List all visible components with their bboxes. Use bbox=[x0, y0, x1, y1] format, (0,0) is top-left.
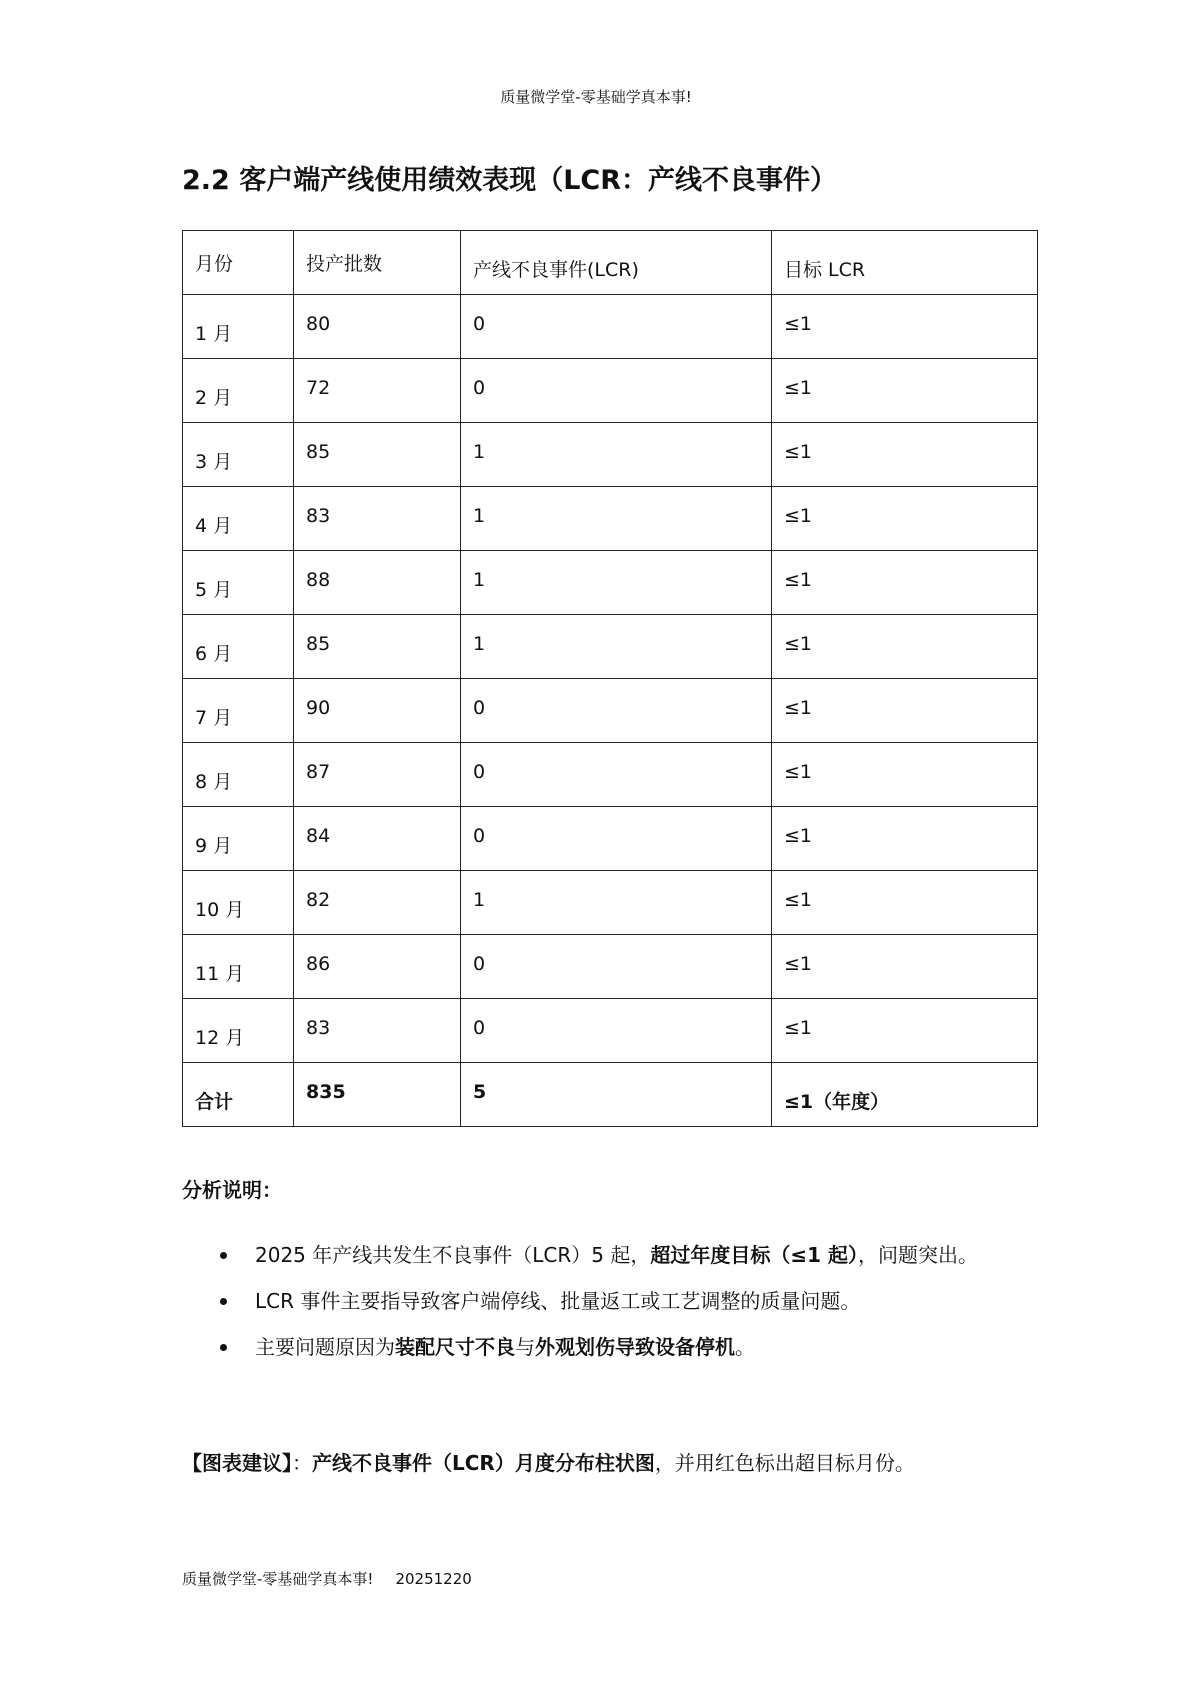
cell-month: 合计 bbox=[183, 1063, 294, 1127]
cell-batches: 835 bbox=[294, 1063, 461, 1127]
bullet-text: LCR 事件主要指导致客户端停线、批量返工或工艺调整的质量问题。 bbox=[255, 1289, 861, 1313]
cell-target: ≤1 bbox=[772, 935, 1038, 999]
table-header-row bbox=[183, 231, 1038, 295]
table-row bbox=[183, 295, 1038, 359]
cell-month: 3 月 bbox=[183, 423, 294, 487]
cell-lcr: 0 bbox=[461, 999, 772, 1063]
cell-target: ≤1 bbox=[772, 999, 1038, 1063]
bullet-dot-icon bbox=[220, 1344, 227, 1351]
bullet-text: 。 bbox=[735, 1335, 755, 1359]
suggestion-text: ，并用红色标出超目标月份。 bbox=[654, 1451, 915, 1475]
cell-batches: 88 bbox=[294, 551, 461, 615]
cell-lcr: 0 bbox=[461, 935, 772, 999]
section-title: 2.2 客户端产线使用绩效表现（LCR：产线不良事件） bbox=[182, 165, 838, 196]
cell-target: ≤1 bbox=[772, 807, 1038, 871]
cell-batches: 85 bbox=[294, 423, 461, 487]
bullet-dot-icon bbox=[220, 1252, 227, 1259]
bullet-text: 与 bbox=[515, 1335, 535, 1359]
table-row bbox=[183, 871, 1038, 935]
cell-lcr: 1 bbox=[461, 551, 772, 615]
table-total-row bbox=[183, 1063, 1038, 1127]
suggestion-emphasis: 【图表建议】 bbox=[182, 1451, 292, 1475]
suggestion-emphasis: 产线不良事件（LCR）月度分布柱状图 bbox=[312, 1451, 655, 1475]
cell-lcr: 5 bbox=[461, 1063, 772, 1127]
table-row bbox=[183, 679, 1038, 743]
cell-lcr: 0 bbox=[461, 807, 772, 871]
bullet-emphasis: 超过年度目标（≤1 起） bbox=[650, 1243, 858, 1267]
cell-month: 1 月 bbox=[183, 295, 294, 359]
cell-lcr: 0 bbox=[461, 295, 772, 359]
cell-month: 2 月 bbox=[183, 359, 294, 423]
analysis-bullet bbox=[182, 1324, 1042, 1370]
cell-batches: 84 bbox=[294, 807, 461, 871]
bullet-text: 主要问题原因为 bbox=[255, 1335, 395, 1359]
cell-month: 11 月 bbox=[183, 935, 294, 999]
cell-lcr: 0 bbox=[461, 359, 772, 423]
table-row bbox=[183, 615, 1038, 679]
cell-month: 7 月 bbox=[183, 679, 294, 743]
cell-target: ≤1（年度） bbox=[772, 1063, 1038, 1127]
table-body bbox=[183, 295, 1038, 1127]
cell-batches: 83 bbox=[294, 999, 461, 1063]
cell-lcr: 0 bbox=[461, 679, 772, 743]
cell-target: ≤1 bbox=[772, 743, 1038, 807]
cell-batches: 82 bbox=[294, 871, 461, 935]
analysis-bullet-list bbox=[182, 1232, 1042, 1370]
cell-month: 8 月 bbox=[183, 743, 294, 807]
cell-target: ≤1 bbox=[772, 487, 1038, 551]
bullet-text: 2025 年产线共发生不良事件（LCR）5 起， bbox=[255, 1243, 651, 1267]
chart-suggestion bbox=[182, 1440, 1022, 1486]
cell-lcr: 1 bbox=[461, 423, 772, 487]
analysis-bullet bbox=[182, 1232, 1042, 1278]
cell-lcr: 1 bbox=[461, 487, 772, 551]
header-target: 目标 LCR bbox=[772, 231, 1038, 295]
cell-target: ≤1 bbox=[772, 679, 1038, 743]
cell-month: 5 月 bbox=[183, 551, 294, 615]
table-row bbox=[183, 935, 1038, 999]
cell-lcr: 1 bbox=[461, 615, 772, 679]
table-row bbox=[183, 551, 1038, 615]
cell-month: 12 月 bbox=[183, 999, 294, 1063]
page-footer bbox=[182, 1568, 472, 1589]
table-row bbox=[183, 423, 1038, 487]
cell-batches: 90 bbox=[294, 679, 461, 743]
cell-target: ≤1 bbox=[772, 359, 1038, 423]
cell-target: ≤1 bbox=[772, 295, 1038, 359]
cell-batches: 72 bbox=[294, 359, 461, 423]
cell-batches: 85 bbox=[294, 615, 461, 679]
bullet-emphasis: 外观划伤导致设备停机 bbox=[535, 1335, 735, 1359]
page-header: 质量微学堂-零基础学真本事! bbox=[500, 88, 692, 106]
bullet-dot-icon bbox=[220, 1298, 227, 1305]
cell-month: 10 月 bbox=[183, 871, 294, 935]
table-row bbox=[183, 999, 1038, 1063]
header-lcr: 产线不良事件(LCR) bbox=[461, 231, 772, 295]
cell-batches: 83 bbox=[294, 487, 461, 551]
cell-batches: 86 bbox=[294, 935, 461, 999]
analysis-heading: 分析说明： bbox=[182, 1178, 282, 1202]
cell-batches: 87 bbox=[294, 743, 461, 807]
cell-month: 6 月 bbox=[183, 615, 294, 679]
cell-target: ≤1 bbox=[772, 615, 1038, 679]
table-row bbox=[183, 743, 1038, 807]
cell-target: ≤1 bbox=[772, 423, 1038, 487]
cell-month: 9 月 bbox=[183, 807, 294, 871]
table-row bbox=[183, 487, 1038, 551]
cell-lcr: 0 bbox=[461, 743, 772, 807]
cell-month: 4 月 bbox=[183, 487, 294, 551]
header-batches: 投产批数 bbox=[294, 231, 461, 295]
analysis-bullet bbox=[182, 1278, 1042, 1324]
table-row bbox=[183, 807, 1038, 871]
footer-date: 20251220 bbox=[395, 1570, 472, 1588]
cell-target: ≤1 bbox=[772, 551, 1038, 615]
suggestion-text: ： bbox=[292, 1451, 312, 1475]
cell-lcr: 1 bbox=[461, 871, 772, 935]
table-row bbox=[183, 359, 1038, 423]
footer-text: 质量微学堂-零基础学真本事! bbox=[182, 1570, 374, 1588]
cell-target: ≤1 bbox=[772, 871, 1038, 935]
cell-batches: 80 bbox=[294, 295, 461, 359]
lcr-table bbox=[182, 230, 1038, 1127]
header-month: 月份 bbox=[183, 231, 294, 295]
bullet-text: ，问题突出。 bbox=[857, 1243, 978, 1267]
bullet-emphasis: 装配尺寸不良 bbox=[395, 1335, 515, 1359]
